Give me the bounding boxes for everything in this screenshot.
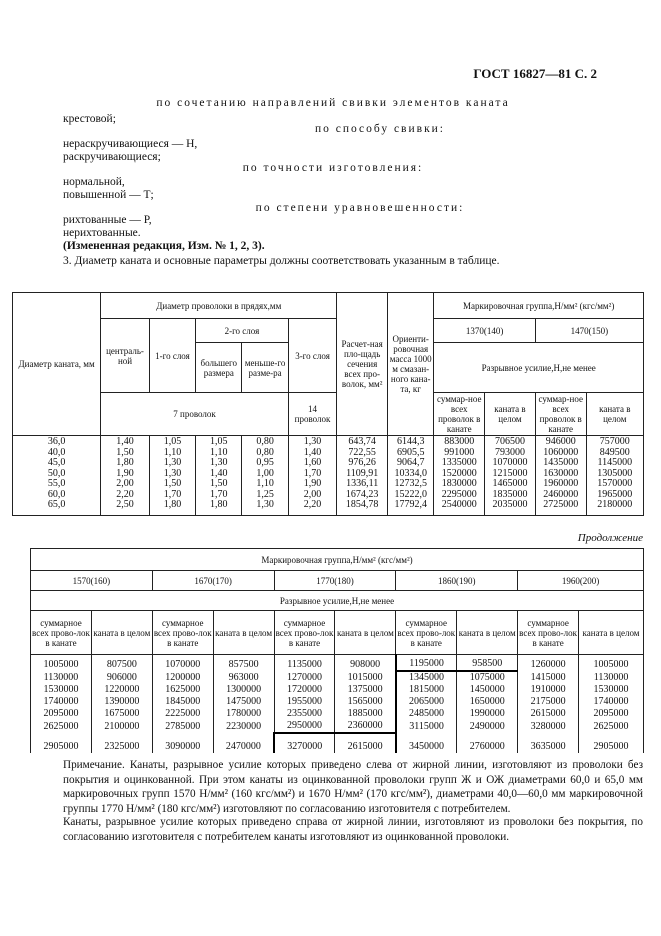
data-cell: 1625000	[152, 684, 213, 696]
data-cell: 1780000	[213, 708, 274, 720]
header-7-wires: 7 проволок	[101, 393, 289, 436]
table-row	[31, 684, 644, 696]
header-sum: суммарное всех прово-лок в канате	[274, 611, 335, 655]
data-cell: 807500	[91, 655, 152, 672]
data-cell: 2625000	[31, 720, 92, 733]
data-cell: 1005000	[31, 655, 92, 672]
data-cell: 946000 1060000 1435000 1630000 1960000 2460000 2725000	[535, 436, 586, 516]
header-third-layer: 3-го слоя	[288, 319, 337, 393]
data-cell: 2175000	[518, 696, 579, 708]
data-cell: 2615000	[335, 733, 396, 753]
data-cell: 1530000	[31, 684, 92, 696]
table-row	[31, 655, 644, 672]
data-cell: 908000	[335, 655, 396, 672]
data-cell: 643,74 722,55 976,26 1109,91 1336,11 1674,23 1854,78	[337, 436, 388, 516]
data-cell: 963000	[213, 671, 274, 684]
text-line: нераскручивающиеся — Н,	[63, 138, 198, 150]
data-cell: 1195000	[396, 655, 457, 672]
data-cell: 2490000	[457, 720, 518, 733]
header-whole: каната в целом	[335, 611, 396, 655]
data-cell: 2615000	[518, 708, 579, 720]
header-first-layer: 1-го слоя	[149, 319, 195, 393]
header-14-wires: 14 проволок	[288, 393, 337, 436]
data-cell: 1845000	[152, 696, 213, 708]
data-cell: 1530000	[579, 684, 644, 696]
data-cell: 3090000	[152, 733, 213, 753]
data-cell: 1390000	[91, 696, 152, 708]
data-cell: 757000 849500 1145000 1305000 1570000 1965000 2180000	[586, 436, 643, 516]
header-sum: суммарное всех прово-лок в канате	[31, 611, 92, 655]
main-table	[12, 292, 644, 516]
data-cell: 1130000	[579, 671, 644, 684]
data-cell: 2905000	[579, 733, 644, 753]
data-cell: 1720000	[274, 684, 335, 696]
data-cell: 958500	[457, 655, 518, 672]
table-row	[31, 733, 644, 753]
data-cell: 1740000	[31, 696, 92, 708]
data-cell: 1075000	[457, 671, 518, 684]
header-group-1370: 1370(140)	[434, 319, 535, 343]
text-line: крестовой;	[63, 113, 116, 125]
header-group: 1860(190)	[396, 571, 518, 591]
header-wire-diameter: Диаметр проволоки в прядях,мм	[101, 293, 337, 319]
header-center: централь-ной	[101, 319, 150, 393]
data-cell: 2355000	[274, 708, 335, 720]
data-cell: 2470000	[213, 733, 274, 753]
data-cell: 2905000	[31, 733, 92, 753]
continuation-label: Продолжение	[577, 532, 643, 544]
note-paragraph: Примечание. Канаты, разрывное усилие которых приведено слева от жирной линии, изготовляют из проволоки без покрытия и оцинкованной. При этом канаты из оцинкованной проволоки групп Ж и ОЖ диаметрами 60,0 и 65,0 мм маркировочных групп 1570 Н/мм² (160 кгс/мм²) и 1670 Н/мм² (170 кгс/мм²), диаметрами 40,0—60,0 мм маркировочной группы 1770 Н/мм² (180 кгс/мм²) изготовляют по согласованию изготовителя с потребителем.	[63, 759, 643, 815]
header-whole: каната в целом	[91, 611, 152, 655]
header-grade: Маркировочная группа,Н/мм² (кгс/мм²)	[31, 549, 644, 571]
text-line: повышенной — Т;	[63, 189, 154, 201]
data-cell: 1955000	[274, 696, 335, 708]
data-cell: 1450000	[457, 684, 518, 696]
data-cell: 0,80 0,80 0,95 1,00 1,10 1,25 1,30	[242, 436, 288, 516]
table-row	[31, 720, 644, 733]
data-cell: 3635000	[518, 733, 579, 753]
data-cell: 2325000	[91, 733, 152, 753]
header-group: 1570(160)	[31, 571, 153, 591]
data-cell: 1,30 1,40 1,60 1,70 1,90 2,00 2,20	[288, 436, 337, 516]
data-cell: 1015000	[335, 671, 396, 684]
page-header: ГОСТ 16827—81 С. 2	[473, 66, 597, 81]
header-whole: каната в целом	[586, 393, 643, 436]
continuation-table	[30, 548, 644, 753]
header-whole: каната в целом	[579, 611, 644, 655]
header-sum: суммарное всех прово-лок в канате	[396, 611, 457, 655]
data-cell: 1740000	[579, 696, 644, 708]
header-diameter: Диаметр каната, мм	[13, 293, 101, 436]
text-line: нормальной,	[63, 176, 125, 188]
data-cell: 1650000	[457, 696, 518, 708]
header-grade: Маркировочная группа,Н/мм² (кгс/мм²)	[434, 293, 644, 319]
data-cell: 1200000	[152, 671, 213, 684]
data-cell: 1885000	[335, 708, 396, 720]
data-cell: 3450000	[396, 733, 457, 753]
data-cell: 1,05 1,10 1,30 1,40 1,50 1,70 1,80	[196, 436, 242, 516]
data-cell: 3115000	[396, 720, 457, 733]
table-row	[31, 708, 644, 720]
table-row	[31, 696, 644, 708]
header-smaller: меньше-го разме-ра	[242, 343, 288, 393]
note-paragraph: Канаты, разрывное усилие которых приведено справа от жирной линии, изготовляют из проволоки без покрытия, по согласованию изготовителя с потребителем канаты изготовляют из оцинкованной проволоки.	[63, 816, 643, 843]
header-breaking-force: Разрывное усилие,Н,не менее	[434, 343, 644, 393]
data-cell: 1005000	[579, 655, 644, 672]
text-line: по степени уравновешенности:	[255, 202, 465, 214]
header-whole: каната в целом	[485, 393, 536, 436]
data-cell: 2095000	[31, 708, 92, 720]
data-cell: 2100000	[91, 720, 152, 733]
data-cell: 6144,3 6905,5 9064,7 10334,0 12732,5 15222,0 17792,4	[388, 436, 434, 516]
data-cell: 2950000	[274, 720, 335, 733]
data-cell: 1415000	[518, 671, 579, 684]
data-cell: 2065000	[396, 696, 457, 708]
text-line: по точности изготовления:	[242, 162, 424, 174]
text-line: по сочетанию направлений свивки элементов каната	[156, 97, 510, 109]
data-cell: 2760000	[457, 733, 518, 753]
text-line: по способу свивки:	[314, 123, 446, 135]
data-cell: 1070000	[152, 655, 213, 672]
data-cell: 2485000	[396, 708, 457, 720]
data-cell: 1375000	[335, 684, 396, 696]
data-cell: 857500	[213, 655, 274, 672]
data-cell: 1475000	[213, 696, 274, 708]
data-cell: 36,0 40,0 45,0 50,0 55,0 60,0 65,0	[13, 436, 101, 516]
data-cell: 1990000	[457, 708, 518, 720]
text-line: (Измененная редакция, Изм. № 1, 2, 3).	[63, 240, 265, 252]
data-cell: 1675000	[91, 708, 152, 720]
data-cell: 3270000	[274, 733, 335, 753]
data-cell: 1910000	[518, 684, 579, 696]
data-cell: 2225000	[152, 708, 213, 720]
header-group-1470: 1470(150)	[535, 319, 643, 343]
header-sum: суммар-ное всех проволок в канате	[434, 393, 485, 436]
data-cell: 3280000	[518, 720, 579, 733]
header-bigger: большего размера	[196, 343, 242, 393]
data-cell: 883000 991000 1335000 1520000 1830000 2295000 2540000	[434, 436, 485, 516]
data-cell: 1220000	[91, 684, 152, 696]
header-sum: суммар-ное всех проволок в канате	[535, 393, 586, 436]
data-cell: 706500 793000 1070000 1215000 1465000 1835000 2035000	[485, 436, 536, 516]
data-cell: 906000	[91, 671, 152, 684]
header-sum: суммарное всех прово-лок в канате	[152, 611, 213, 655]
text-line: 3. Диаметр каната и основные параметры должны соответствовать указанным в таблице.	[63, 255, 500, 267]
data-cell: 2095000	[579, 708, 644, 720]
subheader-row	[31, 611, 644, 655]
text-line: рихтованные — Р,	[63, 214, 152, 226]
data-cell: 1260000	[518, 655, 579, 672]
data-cell: 2625000	[579, 720, 644, 733]
data-cell: 1,05 1,10 1,30 1,30 1,50 1,70 1,80	[149, 436, 195, 516]
data-cell: 1815000	[396, 684, 457, 696]
data-cell: 1565000	[335, 696, 396, 708]
data-cell: 2360000	[335, 720, 396, 733]
text-line: нерихтованные.	[63, 227, 141, 239]
data-cell: 1130000	[31, 671, 92, 684]
data-cell: 1135000	[274, 655, 335, 672]
data-cell: 2785000	[152, 720, 213, 733]
header-group: 1770(180)	[274, 571, 396, 591]
header-breaking-force: Разрывное усилие,Н,не менее	[31, 591, 644, 611]
text-line: раскручивающиеся;	[63, 151, 161, 163]
data-cell: 1345000	[396, 671, 457, 684]
header-group: 1670(170)	[152, 571, 274, 591]
table-row	[31, 671, 644, 684]
data-cell: 2230000	[213, 720, 274, 733]
data-cell: 1,40 1,50 1,80 1,90 2,00 2,20 2,50	[101, 436, 150, 516]
header-whole: каната в целом	[457, 611, 518, 655]
data-row	[13, 436, 644, 516]
header-whole: каната в целом	[213, 611, 274, 655]
data-cell: 1270000	[274, 671, 335, 684]
header-sum: суммарное всех прово-лок в канате	[518, 611, 579, 655]
header-second-layer: 2-го слоя	[196, 319, 289, 343]
header-group: 1960(200)	[518, 571, 644, 591]
data-cell: 1300000	[213, 684, 274, 696]
header-mass: Ориенти-ровочная масса 1000 м смазан-ного кана-та, кг	[388, 293, 434, 436]
header-area: Расчет-ная пло-щадь сечения всех про-волок, мм²	[337, 293, 388, 436]
